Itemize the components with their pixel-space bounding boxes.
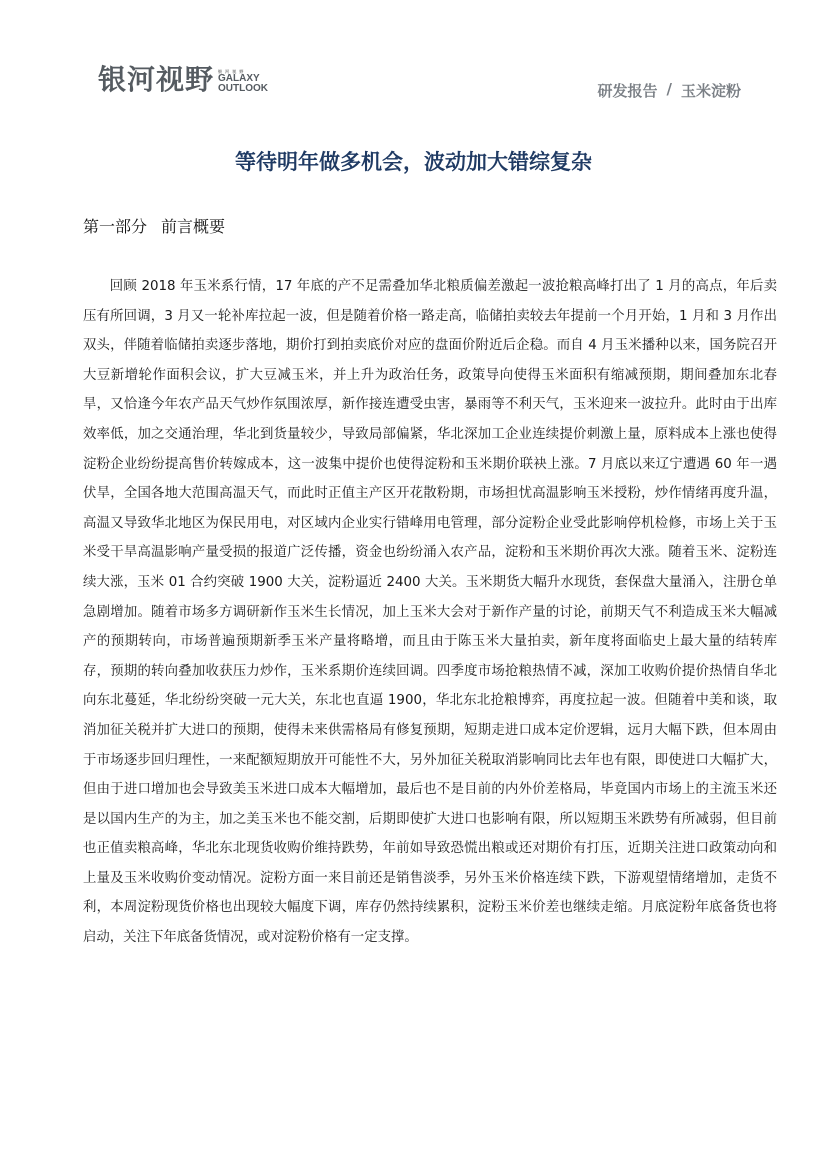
breadcrumb [597, 80, 741, 101]
logo-galaxy: GALAXY [218, 73, 260, 84]
logo-chinese-text: 银河视野 [98, 63, 215, 96]
section-name: 前言概要 [161, 217, 226, 236]
breadcrumb-topic: 玉米淀粉 [680, 82, 741, 100]
page-header [0, 0, 827, 120]
section-number: 第一部分 [83, 217, 148, 236]
section-heading [83, 214, 225, 237]
report-title: 等待明年做多机会，波动加大错综复杂 [235, 150, 592, 174]
breadcrumb-category: 研发报告 [597, 82, 658, 100]
breadcrumb-separator: / [666, 80, 672, 98]
logo-outlook: OUTLOOK [218, 83, 269, 94]
logo-english-text [218, 69, 268, 94]
logo-tiny-text: 银 河 视 野 [218, 69, 245, 74]
galaxy-outlook-logo [98, 64, 268, 96]
body-paragraph: 回顾 2018 年玉米系行情，17 年底的产不足需叠加华北粮质偏差激起一波抢粮高峰打出了 1 月的高点，年后卖压有所回调，3 月又一轮补库拉起一波，但是随着价格一路走高，临储拍卖较去年提前一个月开始，1 月和 3 月作出双头，伴随着临储拍卖逐步落地，期价打到拍卖底价对应的盘面价附近后企稳。而自 4 月玉米播种以来，国务院召开大豆新增轮作面积会议，扩大豆减玉米，并上升为政治任务，政策导向使得玉米面积有缩减预期，期间叠加东北春旱，又恰逢今年农产品天气炒作氛围浓厚，新作接连遭受虫害，暴雨等不利天气，玉米迎来一波拉升。此时由于出库效率低，加之交通治理，华北到货量较少，导致局部偏紧，华北深加工企业连续提价刺激上量，原料成本上涨也使得淀粉企业纷纷提高售价转嫁成本，这一波集中提价也使得淀粉和玉米期价联袂上涨。7 月底以来辽宁遭遇 60 年一遇伏旱，全国各地大范围高温天气，而此时正值主产区开花散粉期，市场担忧高温影响玉米授粉，炒作情绪再度升温，高温又导致华北地区为保民用电，对区域内企业实行错峰用电管理，部分淀粉企业受此影响停机检修，市场上关于玉米受干旱高温影响产量受损的报道广泛传播，资金也纷纷涌入农产品，淀粉和玉米期价再次大涨。随着玉米、淀粉连续大涨，玉米 01 合约突破 1900 大关，淀粉逼近 2400 大关。玉米期货大幅升水现货，套保盘大量涌入，注册仓单急剧增加。随着市场多方调研新作玉米生长情况，加上玉米大会对于新作产量的讨论，前期天气不利造成玉米大幅减产的预期转向，市场普遍预期新季玉米产量将略增，而且由于陈玉米大量拍卖，新年度将面临史上最大量的结转库存，预期的转向叠加收获压力炒作，玉米系期价连续回调。四季度市场抢粮热情不减，深加工收购价提价热情自华北向东北蔓延，华北纷纷突破一元大关，东北也直逼 1900，华北东北抢粮博弈，再度拉起一波。但随着中美和谈，取消加征关税并扩大进口的预期，使得未来供需格局有修复预期，短期走进口成本定价逻辑，远月大幅下跌，但本周由于市场逐步回归理性，一来配额短期放开可能性不大，另外加征关税取消影响同比去年也有限，即使进口大幅扩大，但由于进口增加也会导致美玉米进口成本大幅增加，最后也不是目前的内外价差格局，毕竟国内市场上的主流玉米还是以国内生产的为主，加之美玉米也不能交割，后期即使扩大进口也影响有限，所以短期玉米跌势有所减弱，但目前也正值卖粮高峰，华北东北现货收购价维持跌势，年前如导致恐慌出粮或还对期价有打压，近期关注进口政策动向和上量及玉米收购价变动情况。淀粉方面一来目前还是销售淡季，另外玉米价格连续下跌，下游观望情绪增加，走货不利，本周淀粉现货价格也出现较大幅度下调，库存仍然持续累积，淀粉玉米价差也继续走缩。月底淀粉年底备货也将启动，关注下年底备货情况，或对淀粉价格有一定支撑。 [83, 279, 777, 946]
